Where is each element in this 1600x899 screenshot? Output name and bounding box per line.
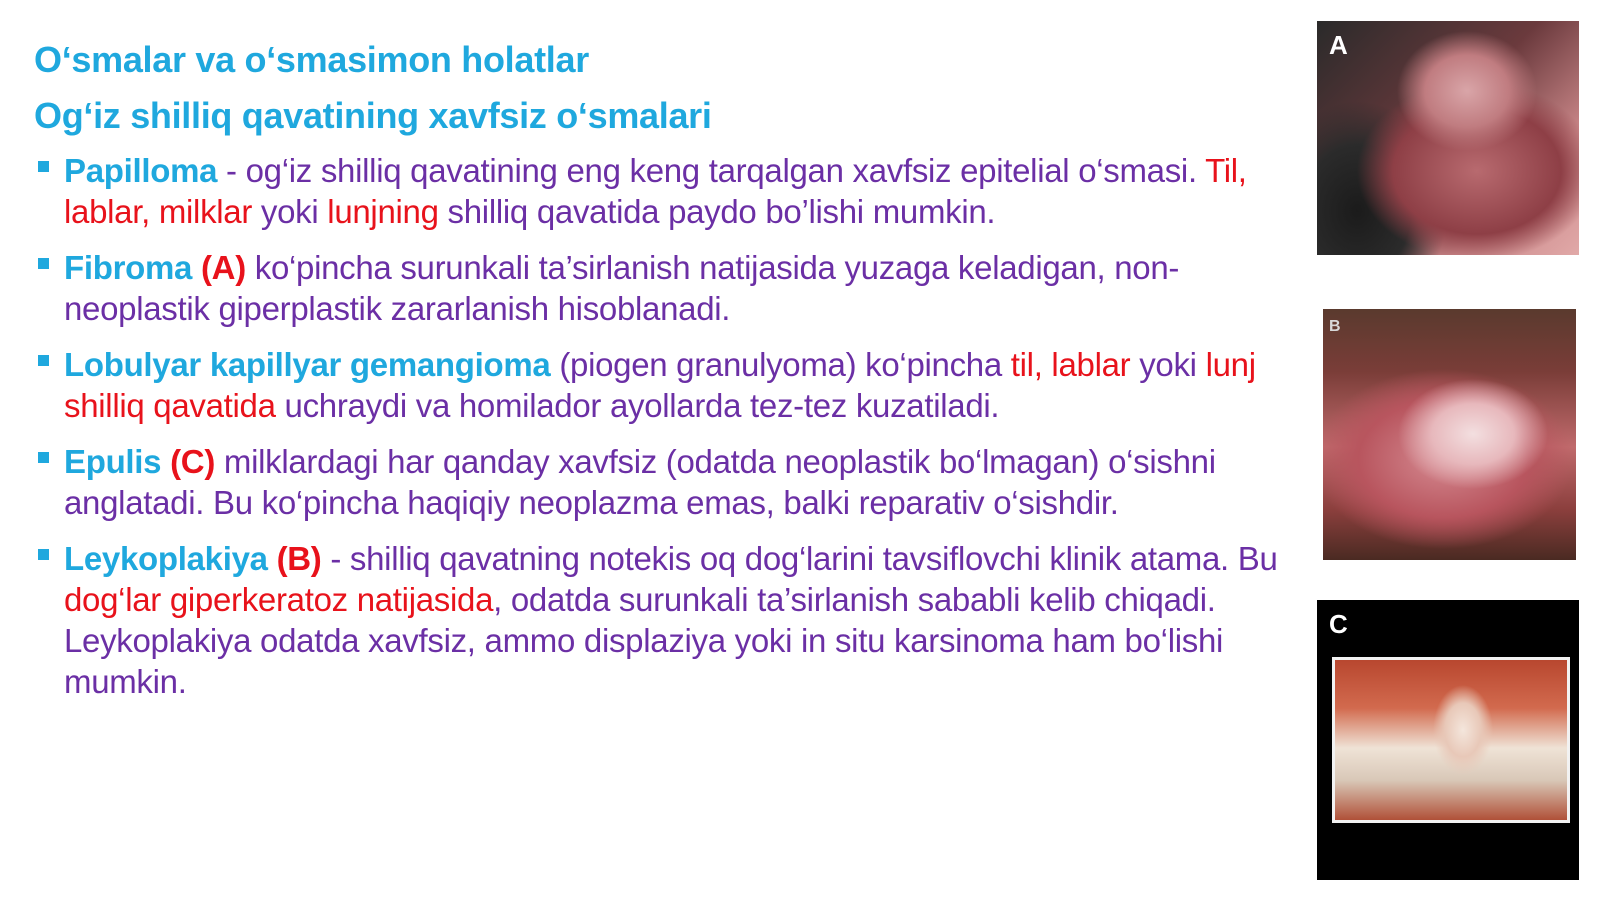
clinical-photo-epulis bbox=[1317, 600, 1579, 880]
bullet-gemangioma bbox=[34, 344, 1284, 426]
clinical-photo-leukoplakia bbox=[1323, 309, 1576, 560]
term-fibroma: Fibroma bbox=[64, 249, 193, 286]
term-epulis: Epulis bbox=[64, 443, 162, 480]
highlight-text: lunjning bbox=[327, 193, 439, 230]
clinical-photo-fibroma bbox=[1317, 21, 1579, 255]
figure-ref-c: (C) bbox=[170, 443, 216, 480]
figure-ref-b: (B) bbox=[276, 540, 322, 577]
bullet-epulis bbox=[34, 441, 1284, 523]
bullet-papilloma bbox=[34, 150, 1284, 232]
bullet-text: milklardagi har qanday xavfsiz (odatda neoplastik bo‘lmagan) o‘sishni anglatadi. Bu ko‘pincha haqiqiy neoplazma emas, balki reparativ o‘sishdir. bbox=[64, 443, 1216, 521]
photo-label-b: B bbox=[1329, 318, 1341, 335]
bullet-text: yoki bbox=[1130, 346, 1206, 383]
bullet-text: ko‘pincha surunkali ta’sirlanish natijasida yuzaga keladigan, non-neoplastik giperplastik zararlanish hisoblanadi. bbox=[64, 249, 1180, 327]
bullet-text: , odatda surunkali ta’sirlanish sababli kelib chiqadi. Leykoplakiya odatda xavfsiz, ammo displaziya yoki in situ karsinoma ham bo‘lishi mumkin. bbox=[64, 581, 1224, 700]
bullet-leykoplakiya bbox=[34, 538, 1284, 702]
bullet-text: (piogen granulyoma) ko‘pincha bbox=[550, 346, 1011, 383]
bullet-text: uchraydi va homilador ayollarda tez-tez kuzatiladi. bbox=[275, 387, 1000, 424]
bullet-fibroma bbox=[34, 247, 1284, 329]
highlight-text: til, lablar bbox=[1010, 346, 1131, 383]
bullet-list bbox=[34, 150, 1284, 717]
slide-subtitle: Og‘iz shilliq qavatining xavfsiz o‘smalari bbox=[34, 95, 712, 136]
highlight-text: Til, lablar, milklar bbox=[64, 152, 1247, 230]
term-gemangioma: Lobulyar kapillyar gemangioma bbox=[64, 346, 551, 383]
epulis-inset-photo bbox=[1332, 657, 1570, 823]
highlight-text: dog‘lar giperkeratoz natijasida bbox=[64, 581, 494, 618]
term-leykoplakiya: Leykoplakiya bbox=[64, 540, 268, 577]
bullet-text: - og‘iz shilliq qavatining eng keng tarqalgan xavfsiz epitelial o‘smasi. bbox=[217, 152, 1206, 189]
bullet-text: - shilliq qavatning notekis oq dog‘larini tavsiflovchi klinik atama. Bu bbox=[321, 540, 1278, 577]
photo-label-c: C bbox=[1329, 609, 1348, 639]
highlight-text: lunj shilliq qavatida bbox=[64, 346, 1256, 424]
slide-title: O‘smalar va o‘smasimon holatlar bbox=[34, 39, 589, 80]
bullet-text: yoki bbox=[252, 193, 328, 230]
figure-ref-a: (A) bbox=[200, 249, 246, 286]
term-papilloma: Papilloma bbox=[64, 152, 218, 189]
bullet-text: shilliq qavatida paydo bo’lishi mumkin. bbox=[438, 193, 996, 230]
photo-label-a: A bbox=[1329, 30, 1348, 60]
